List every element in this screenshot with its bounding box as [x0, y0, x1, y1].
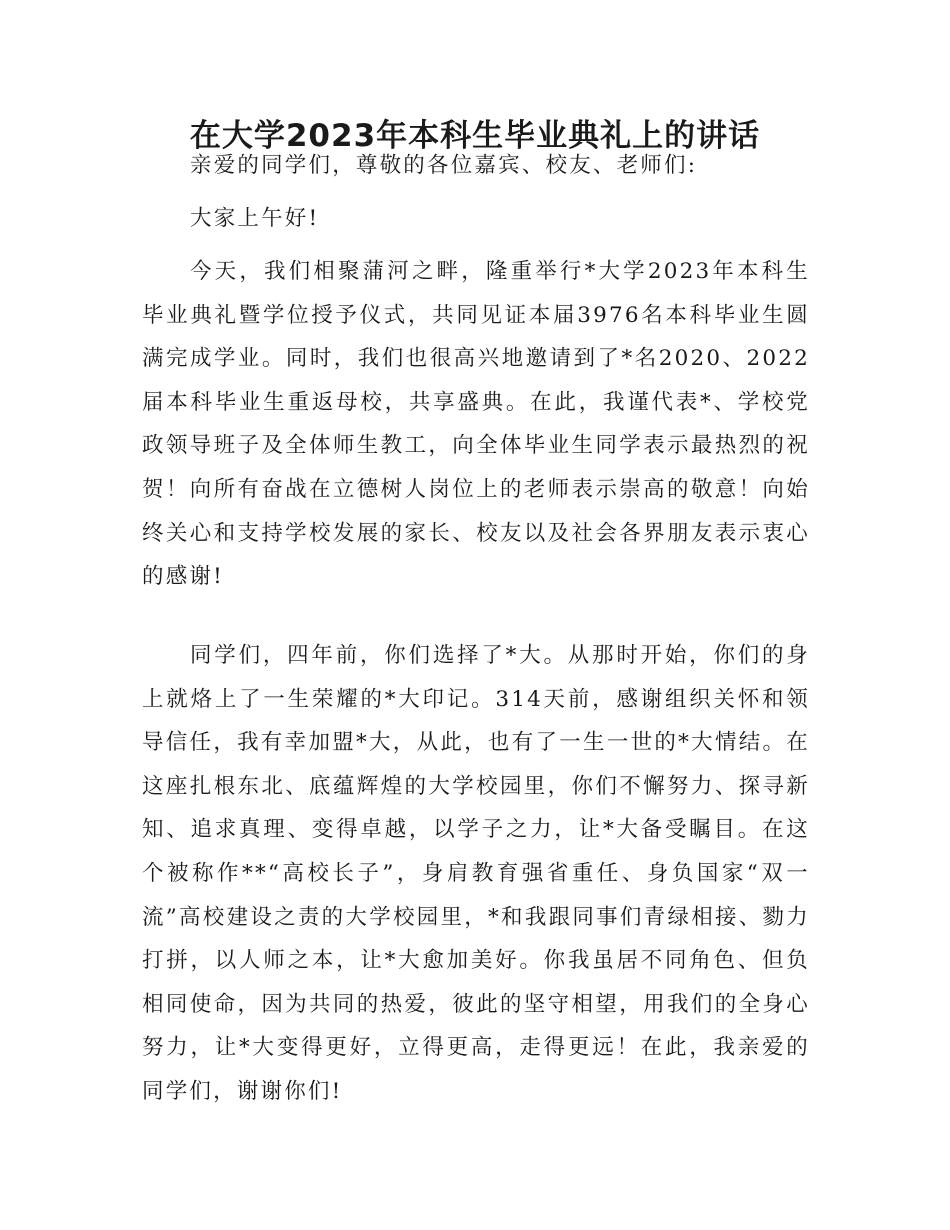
paragraph: 同学们，四年前，你们选择了*大。从那时开始，你们的身上就烙上了一生荣耀的*大印记。314天前，感谢组织关怀和领导信任，我有幸加盟*大，从此，也有了一生一世的*大情结。在这座扎根东北、底蕴辉煌的大学校园里，你们不懈努力、探寻新知、追求真理、变得卓越，以学子之力，让*大备受瞩目。在这个被称作**“高校长子”，身肩教育强省重任、身负国家“双一流”高校建设之责的大学校园里，*和我跟同事们青绿相接、勠力打拼，以人师之本，让*大愈加美好。你我虽居不同角色、但负相同使命，因为共同的热爱，彼此的坚守相望，用我们的全身心努力，让*大变得更好，立得更高，走得更远！在此，我亲爱的同学们，谢谢你们!: [142, 643, 810, 1104]
greeting: 大家上午好!: [190, 206, 320, 231]
document-title: 在大学2023年本科生毕业典礼上的讲话: [189, 118, 761, 154]
paragraph: 今天，我们相聚蒲河之畔，隆重举行*大学2023年本科生毕业典礼暨学位授予仪式，共同见证本届3976名本科毕业生圆满完成学业。同时，我们也很高兴地邀请到了*名2020、2022届本科毕业生重返母校，共享盛典。在此，我谨代表*、学校党政领导班子及全体师生教工，向全体毕业生同学表示最热烈的祝贺！向所有奋战在立德树人岗位上的老师表示崇高的敬意！向始终关心和支持学校发展的家长、校友以及社会各界朋友表示衷心的感谢!: [142, 259, 810, 590]
salutation: 亲爱的同学们，尊敬的各位嘉宾、校友、老师们:: [190, 153, 698, 178]
